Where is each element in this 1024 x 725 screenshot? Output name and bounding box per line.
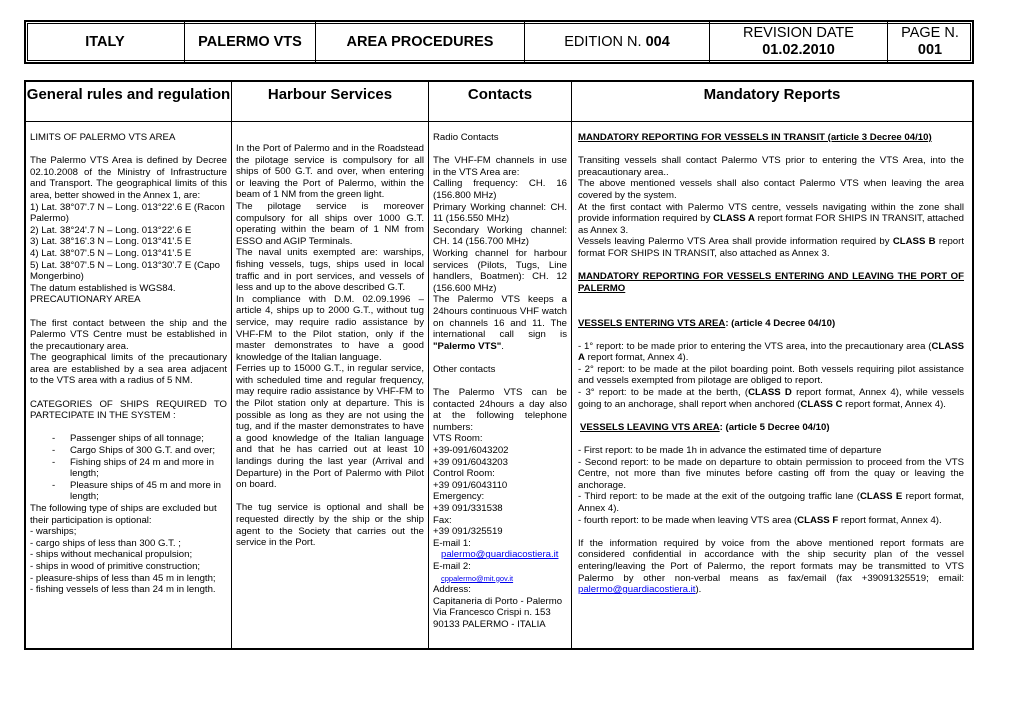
- port-heading: MANDATORY REPORTING FOR VESSELS ENTERING AND LEAVING THE PORT OF PALERMO: [578, 271, 964, 294]
- column-title-general: General rules and regulation: [26, 82, 231, 122]
- watch-text: The Palermo VTS keeps a 24hours continuous VHF watch on channels 16 and 11. The international call sign is "Palermo VTS".: [433, 294, 567, 352]
- list-item: - warships;: [30, 526, 77, 538]
- header-page: [888, 22, 972, 62]
- leaving-report-2: - Second report: to be made on departure to obtain permission to proceed from the VTS Centre, not more than five minutes before casting off from the quay or leaving the anchorage.: [578, 456, 964, 491]
- leaving-heading: VESSELS LEAVING VTS AREA: (article 5 Decree 04/10): [580, 421, 830, 433]
- area-text: The Palermo VTS Area is defined by Decree 02.10.2008 of the Ministry of Infrastructure and Transport. The geographical limits of this area, better showed in the Annex 1, are:: [30, 155, 227, 201]
- leaving-report-3: - Third report: to be made at the exit of the outgoing traffic lane (CLASS E report format, Annex 4).: [578, 491, 965, 514]
- revision-value: 01.02.2010: [762, 42, 835, 58]
- transit-heading: MANDATORY REPORTING FOR VESSELS IN TRANSIT (article 3 Decree 04/10): [578, 132, 932, 143]
- control-room-phone: +39 091/6043110: [433, 479, 508, 491]
- fax-label: Fax:: [433, 514, 452, 526]
- list-item: - Cargo Ships of 300 G.T. and over;: [70, 445, 227, 457]
- harbour-p2: The pilotage service is moreover compulsory for all ships over 1000 G.T. operating within the beam of 1 NM from ESSO and AGIP Terminals.: [236, 200, 424, 247]
- address-line-3: 90133 PALERMO - ITALIA: [433, 618, 546, 630]
- column-title-harbour: Harbour Services: [232, 82, 428, 122]
- list-item: - ships in wood of primitive construction;: [30, 560, 201, 572]
- header-vts: PALERMO VTS: [185, 22, 316, 62]
- harbour-p5: Ferries up to 15000 G.T., in regular service, with scheduled time and regular frequency, may require radio assistance by VHF-FM to the Pilot station only at departure. This is possible as long as they are not using the tug, and if the master demonstrates to have a good knowledge of the Italian language and that he has carried out at least 10 landings during the last year (Arrival and Departure) in the Port of Palermo with Pilot on board.: [236, 363, 424, 491]
- list-item: - ships without mechanical propulsion;: [30, 549, 193, 561]
- header-edition: [525, 22, 710, 62]
- vts-room-label: VTS Room:: [433, 433, 483, 445]
- transit-text-1: Transiting vessels shall contact Palermo VTS prior to entering the VTS Area, into the preacautionary area..: [578, 155, 964, 178]
- precaution-text-2: The geographical limits of the precautionary area are established by a sea area adjacent to the VTS area with a radius of 5 NM.: [30, 352, 227, 387]
- transit-text-3: At the first contact with Palermo VTS centre, vessels navigating within the zone shall provide information required by CLASS A report format FOR SHIPS IN TRANSIT, attached as Annex 3.: [578, 201, 964, 236]
- header-revision: [710, 22, 888, 62]
- column-general-rules: [26, 82, 232, 648]
- confidential-text: If the information required by voice from the above mentioned report formats are considered confidential in accordance with the ship security plan of the vessel entering/leaving the Port of Palermo, the report formats may be transmitted to VTS Palermo by other non-verbal means as fax/email (fax +39091325519; email: palermo@guardiacostiera.it).: [578, 537, 964, 596]
- document-header: [24, 20, 974, 64]
- point-3: 3) Lat. 38°16'.3 N – Long. 013°41'.5 E: [30, 236, 192, 248]
- harbour-p3: The naval units exempted are: warships, fishing vessels, tugs, ships used in local traffic and in port services, and vessels of less and up to the above described G.T.: [236, 247, 424, 294]
- revision-label: REVISION DATE: [743, 25, 854, 41]
- procedures-table: [24, 80, 974, 650]
- list-item: - Passenger ships of all tonnage;: [70, 433, 227, 445]
- other-text: The Palermo VTS can be contacted 24hours a day also at the following telephone numbers:: [433, 387, 567, 433]
- excluded-intro: The following type of ships are excluded but their participation is optional:: [30, 503, 217, 526]
- entering-report-3: - 3° report: to be made at the berth, (CLASS D report format, Annex 4), while vessels going to an anchorage, shall report when anchored (CLASS C report format, Annex 4).: [578, 387, 964, 410]
- list-item: - fishing vessels of less than 24 m in length.: [30, 584, 216, 596]
- entering-report-1: - 1° report: to be made prior to entering the VTS area, into the precautionary area (CLASS A report format, Annex 4).: [578, 340, 964, 364]
- secondary-channel: Secondary Working channel: CH. 14 (156.700 MHz): [433, 224, 567, 248]
- leaving-report-4: - fourth report: to be made when leaving VTS area (CLASS F report format, Annex 4).: [578, 514, 942, 526]
- vts-room-phone-2: +39 091/6043203: [433, 456, 508, 468]
- categories-list: [30, 433, 227, 503]
- harbour-p1: In the Port of Palermo and in the Roadstead the pilotage service is compulsory for all ships of 500 G.T. and over, when entering or leaving the Port of Palermo, within the beam of 1 NM from the green light.: [236, 143, 424, 201]
- entering-report-2: - 2° report: to be made at the pilot boarding point. Both vessels requiring pilot assistance and vessels exempted from pilotage are obliged to report.: [578, 363, 964, 387]
- point-5: 5) Lat. 38°07'.5 N – Long. 013°30'.7 E (Capo Mongerbino): [30, 259, 221, 283]
- radio-title: Radio Contacts: [433, 132, 499, 143]
- call-sign: "Palermo VTS": [433, 340, 502, 352]
- column-mandatory-reports: [572, 82, 972, 648]
- list-item: - cargo ships of less than 300 G.T. ;: [30, 537, 181, 549]
- page-value: 001: [917, 42, 943, 58]
- harbour-p4: In compliance with D.M. 02.09.1996 – article 4, ships up to 2000 G.T., without tug service, may require radio assistance by VHF-FM to the Pilot station, only if the master demonstrates to have a good knowledge of the Italian language.: [236, 293, 424, 363]
- edition-label: EDITION N.: [564, 33, 642, 50]
- list-item: - Pleasure ships of 45 m and more in length;: [70, 480, 227, 503]
- precaution-text-1: The first contact between the ship and the Palermo VTS Centre must be established in the precautionary area.: [30, 317, 227, 352]
- transit-text-2: The above mentioned vessels shall also contact Palermo VTS when leaving the area covered by the system.: [578, 178, 964, 201]
- final-email-link[interactable]: palermo@guardiacostiera.it: [578, 584, 696, 596]
- other-title: Other contacts: [433, 363, 496, 375]
- point-4: 4) Lat. 38°07'.5 N – Long. 013°41'.5 E: [30, 247, 192, 259]
- entering-heading: VESSELS ENTERING VTS AREA: (article 4 Decree 04/10): [578, 317, 836, 329]
- email1-link[interactable]: palermo@guardiacostiera.it: [441, 549, 559, 561]
- emergency-label: Emergency:: [433, 491, 485, 503]
- page-label: PAGE N.: [901, 25, 959, 41]
- address-label: Address:: [433, 584, 471, 596]
- point-1: 1) Lat. 38°07'.7 N – Long. 013°22'.6 E (Racon Palermo): [30, 201, 225, 225]
- edition-value: 004: [645, 33, 670, 50]
- radio-text: The VHF-FM channels in use in the VTS Area are:: [433, 155, 567, 178]
- column-contacts: [429, 82, 572, 648]
- column-title-mandatory: Mandatory Reports: [572, 82, 972, 122]
- harbour-p6: The tug service is optional and shall be requested directly by the ship or the ship agent to the Society that carries out the service in the Port.: [236, 502, 424, 549]
- email1-label: E-mail 1:: [433, 537, 471, 549]
- header-section: AREA PROCEDURES: [316, 22, 525, 62]
- control-room-label: Control Room:: [433, 468, 495, 480]
- emergency-phone: +39 091/331538: [433, 503, 503, 514]
- column-harbour-services: [232, 82, 429, 648]
- list-item: - Fishing ships of 24 m and more in length;: [70, 457, 227, 480]
- column-title-contacts: Contacts: [429, 82, 571, 122]
- primary-channel: Primary Working channel: CH. 11 (156.550 MHz): [433, 201, 567, 225]
- categories-title: CATEGORIES OF SHIPS REQUIRED TO PARTECIPATE IN THE SYSTEM :: [30, 398, 227, 422]
- list-item: - pleasure-ships of less than 45 m in length;: [30, 572, 216, 584]
- precaution-title: PRECAUTIONARY AREA: [30, 294, 141, 306]
- email2-link[interactable]: cppalermo@mit.gov.it: [441, 573, 514, 583]
- vts-room-phone-1: +39-091/6043202: [433, 445, 509, 457]
- point-2: 2) Lat. 38°24'.7 N – Long. 013°22'.6 E: [30, 224, 192, 236]
- email2-label: E-mail 2:: [433, 560, 471, 572]
- calling-channel: Calling frequency: CH. 16 (156.800 MHz): [433, 178, 567, 201]
- leaving-report-1: - First report: to be made 1h in advance the estimated time of departure: [578, 445, 882, 457]
- harbour-channel: Working channel for harbour services (Pilots, Tugs, Line handlers, Boatmen): CH. 12 (156.600 MHz): [433, 247, 567, 294]
- address-line-1: Capitaneria di Porto - Palermo: [433, 595, 563, 607]
- area-title: LIMITS OF PALERMO VTS AREA: [30, 132, 176, 143]
- transit-text-4: Vessels leaving Palermo VTS Area shall provide information required by CLASS B report format FOR SHIPS IN TRANSIT, also attached as Annex 3.: [578, 236, 964, 259]
- header-country: ITALY: [26, 22, 185, 62]
- datum-text: The datum established is WGS84.: [30, 282, 176, 294]
- address-line-2: Via Francesco Crispi n. 153: [433, 607, 551, 619]
- fax-number: +39 091/325519: [433, 526, 503, 538]
